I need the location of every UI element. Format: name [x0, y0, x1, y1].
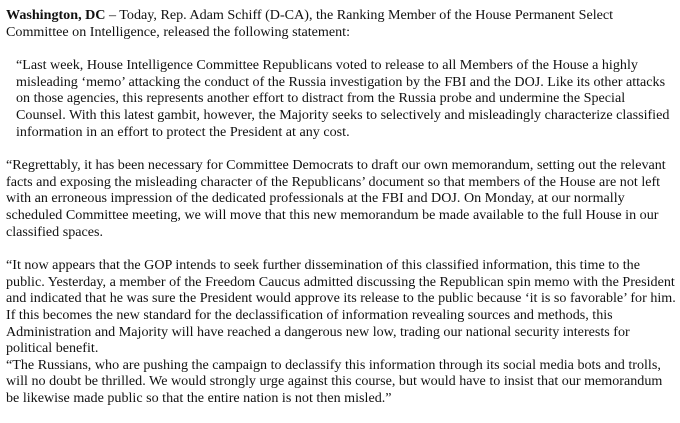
statement-paragraph-1: “Last week, House Intelligence Committee Republicans voted to release to all Members of the House a highly misleading ‘memo’ attacking the conduct of the Russia investigation by the FBI and the DOJ. Like its other attacks on those agencies, this represents another effort to distract from the Russia probe and undermine the Special Counsel. With this latest gambit, however, the Majority seeks to selectively and misleadingly characterize classified information in an effort to protect the President at any cost. [16, 57, 670, 140]
statement-paragraph-3: “It now appears that the GOP intends to seek further dissemination of this classified information, this time to the public. Yesterday, a member of the Freedom Caucus admitted discussing the Republican spin memo with the President and indicated that he was sure the President would approve its release to the public because ‘it is so favorable’ for him. If this becomes the new standard for the declassification of information revealing sources and methods, this Administration and Majority will have reached a dangerous new low, trading our national security interests for political benefit. [6, 257, 676, 357]
intro-text: – Today, Rep. Adam Schiff (D-CA), the Ranking Member of the House Permanent Select Committee on Intelligence, released the following statement: [6, 7, 614, 40]
intro-paragraph [6, 7, 678, 40]
press-statement [6, 7, 678, 406]
statement-paragraph-4: “The Russians, who are pushing the campaign to declassify this information through its social media bots and trolls, will no doubt be thrilled. We would strongly urge against this course, but would have to insist that our memorandum be likewise made public so that the entire nation is not then misled.” [6, 356, 663, 406]
statement-paragraph-2: “Regrettably, it has been necessary for Committee Democrats to draft our own memorandum, setting out the relevant facts and exposing the misleading character of the Republicans’ document so that members of the House are not left with an erroneous impression of the dedicated professionals at the FBI and DOJ. On Monday, at our normally scheduled Committee meeting, we will move that this new memorandum be made available to the full House in our classified spaces. [6, 157, 666, 240]
dateline: Washington, DC [6, 7, 106, 23]
